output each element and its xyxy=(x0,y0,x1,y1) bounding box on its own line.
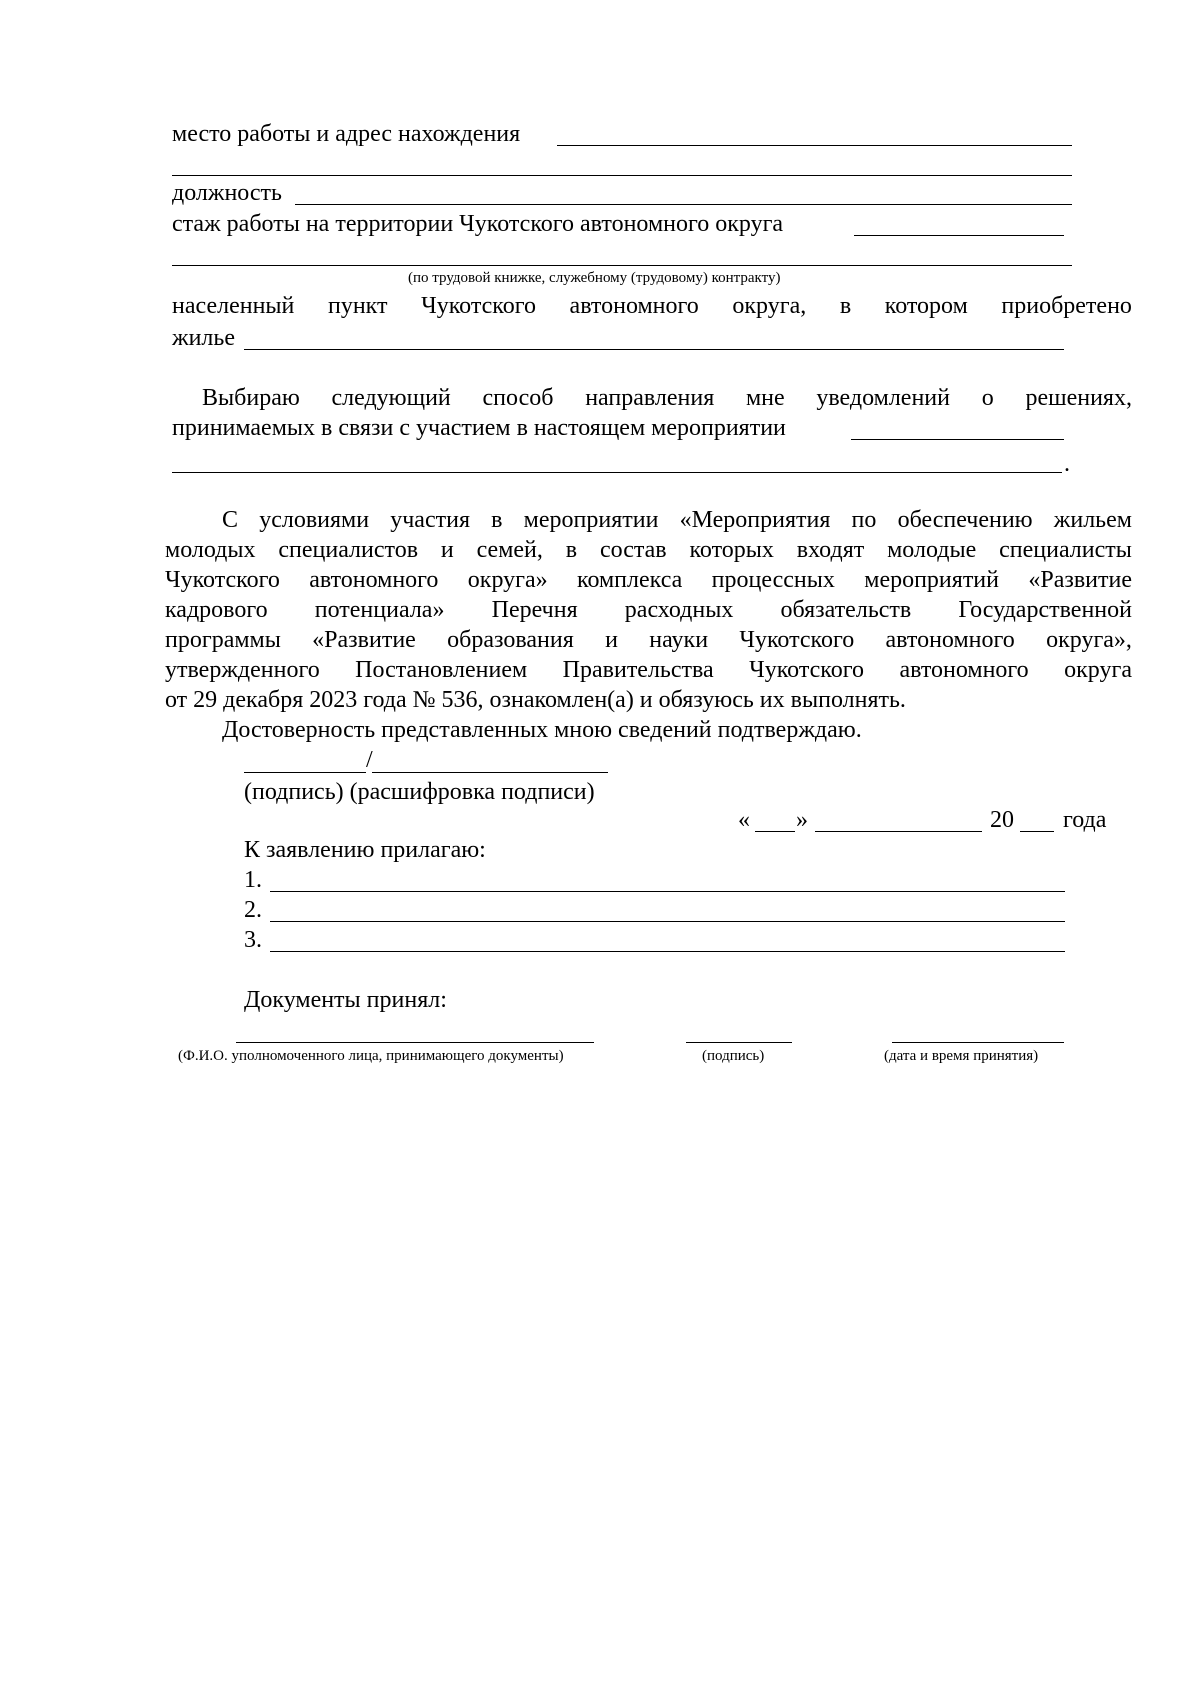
acceptor-name-field[interactable] xyxy=(236,1042,594,1043)
notification-method-field-continuation[interactable] xyxy=(172,472,1062,473)
workplace-label: место работы и адрес нахождения xyxy=(172,121,521,147)
date-close-quote: » xyxy=(796,807,808,833)
signature-slash: / xyxy=(366,747,373,773)
workplace-field-continuation[interactable] xyxy=(172,175,1072,176)
acceptor-signature-caption: (подпись) xyxy=(702,1048,765,1064)
attachment-number-2: 2. xyxy=(244,897,262,923)
signature-transcript-field[interactable] xyxy=(372,772,608,773)
conditions-paragraph-line-1: С условиями участия в мероприятии «Мероприятия по обеспечению жильем xyxy=(222,507,1132,533)
notification-label-line: Выбираю следующий способ направления мне уведомлений о решениях, xyxy=(202,385,1132,411)
conditions-paragraph-line-2: молодых специалистов и семей, в состав которых входят молодые специалисты xyxy=(165,537,1132,563)
confirmation-statement: Достоверность представленных мною сведений подтверждаю. xyxy=(222,717,862,743)
attachment-field-3[interactable] xyxy=(270,951,1065,952)
signature-caption: (подпись) (расшифровка подписи) xyxy=(244,779,595,805)
position-field[interactable] xyxy=(295,204,1072,205)
settlement-field[interactable] xyxy=(244,349,1064,350)
attachment-field-1[interactable] xyxy=(270,891,1065,892)
conditions-paragraph-line-3: Чукотского автономного округа» комплекса процессных мероприятий «Развитие xyxy=(165,567,1132,593)
acceptor-signature-field[interactable] xyxy=(686,1042,792,1043)
notification-method-field[interactable] xyxy=(851,439,1064,440)
attachment-number-1: 1. xyxy=(244,867,262,893)
attachment-field-2[interactable] xyxy=(270,921,1065,922)
date-day-field[interactable] xyxy=(755,831,795,832)
attachments-heading: К заявлению прилагаю: xyxy=(244,837,486,863)
workplace-field[interactable] xyxy=(557,145,1072,146)
date-year-prefix: 20 xyxy=(990,807,1014,833)
seniority-field[interactable] xyxy=(854,235,1064,236)
conditions-paragraph-line-6: утвержденного Постановлением Правительства Чукотского автономного округа xyxy=(165,657,1132,683)
acceptor-name-caption: (Ф.И.О. уполномоченного лица, принимающего документы) xyxy=(178,1048,564,1064)
conditions-paragraph-line-4: кадрового потенциала» Перечня расходных обязательств Государственной xyxy=(165,597,1132,623)
acceptance-datetime-caption: (дата и время принятия) xyxy=(884,1048,1039,1064)
settlement-label-line: населенный пункт Чукотского автономного округа, в котором приобретено xyxy=(172,293,1132,319)
position-label: должность xyxy=(172,180,282,206)
acceptance-heading: Документы принял: xyxy=(244,987,447,1013)
date-year-suffix: года xyxy=(1063,807,1107,833)
seniority-label: стаж работы на территории Чукотского автономного округа xyxy=(172,211,784,237)
seniority-hint: (по трудовой книжке, служебному (трудовому) контракту) xyxy=(408,270,781,286)
seniority-field-continuation[interactable] xyxy=(172,265,1072,266)
acceptance-datetime-field[interactable] xyxy=(892,1042,1064,1043)
notification-label-end: принимаемых в связи с участием в настоящем мероприятии xyxy=(172,415,786,441)
signature-field[interactable] xyxy=(244,772,366,773)
conditions-paragraph-line-7: от 29 декабря 2023 года № 536, ознакомлен(а) и обязуюсь их выполнять. xyxy=(165,687,906,713)
notification-end-period: . xyxy=(1064,451,1070,477)
date-month-field[interactable] xyxy=(815,831,982,832)
attachment-number-3: 3. xyxy=(244,927,262,953)
settlement-label-housing: жилье xyxy=(172,325,235,351)
date-open-quote: « xyxy=(738,807,750,833)
conditions-paragraph-line-5: программы «Развитие образования и науки Чукотского автономного округа», xyxy=(165,627,1132,653)
date-year-field[interactable] xyxy=(1020,831,1054,832)
